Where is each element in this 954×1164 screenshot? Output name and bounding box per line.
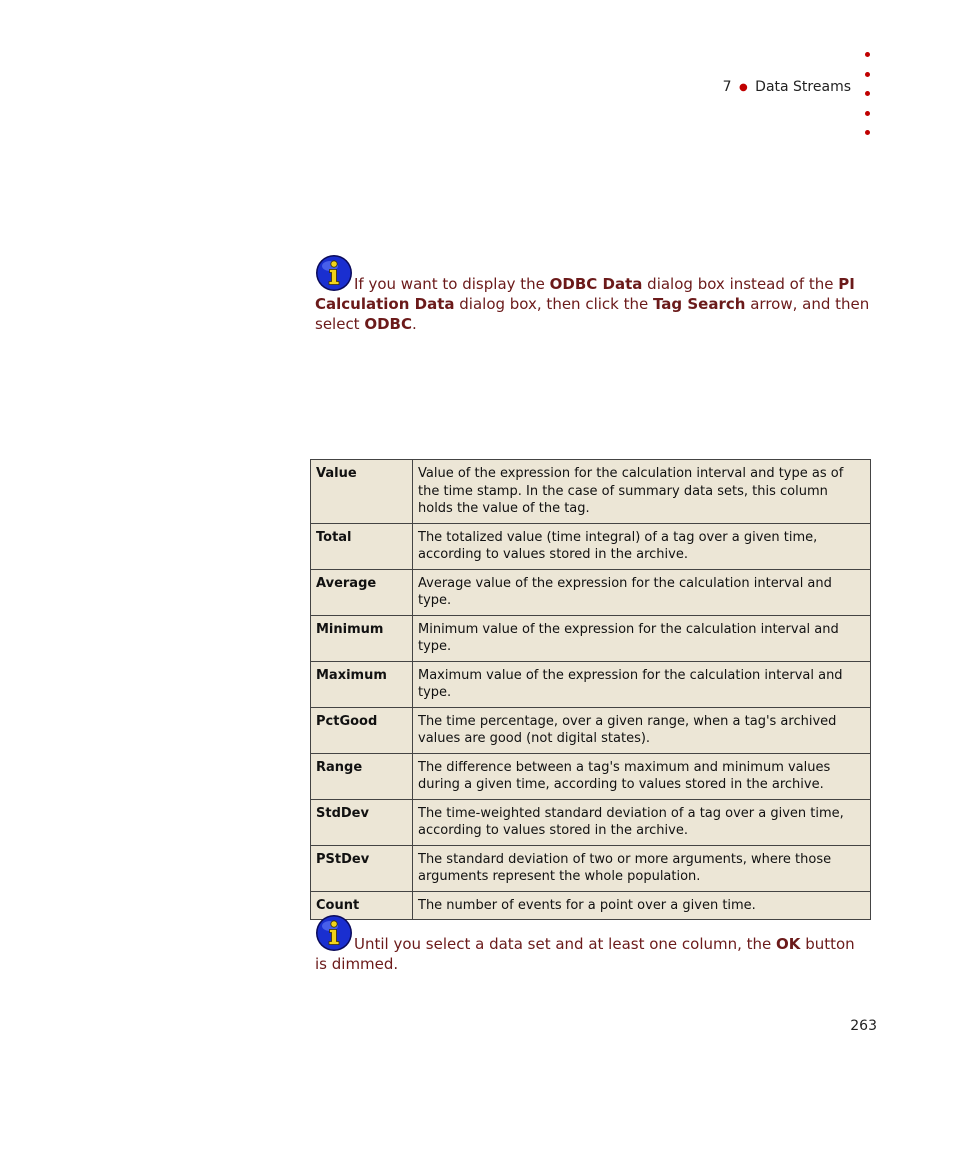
info-icon <box>315 254 353 292</box>
table-row <box>311 615 871 661</box>
note-text-segment: dialog box, then click the <box>454 295 653 313</box>
note-text-bold: PI Calculation Data <box>315 275 855 313</box>
column-description: Value of the expression for the calculation interval and type as of the time stamp. In the case of summary data sets, this column holds the value of the tag. <box>413 460 871 524</box>
red-dot <box>865 72 870 77</box>
table-row <box>311 707 871 753</box>
column-name: PctGood <box>311 707 413 753</box>
column-description: The standard deviation of two or more arguments, where those arguments represent the whole population. <box>413 845 871 891</box>
note-text-segment: If you want to display the <box>354 275 550 293</box>
column-description: The time-weighted standard deviation of a tag over a given time, according to values stored in the archive. <box>413 799 871 845</box>
column-name: Range <box>311 753 413 799</box>
red-dot <box>865 111 870 116</box>
column-description: Maximum value of the expression for the calculation interval and type. <box>413 661 871 707</box>
column-name: Count <box>311 891 413 920</box>
column-name: PStDev <box>311 845 413 891</box>
column-name: Total <box>311 523 413 569</box>
note-text-segment: button is dimmed. <box>315 935 855 973</box>
red-dot <box>865 52 870 57</box>
column-description: The number of events for a point over a given time. <box>413 891 871 920</box>
info-icon <box>315 914 353 952</box>
note-text-bold: ODBC <box>364 315 412 333</box>
table-row <box>311 460 871 524</box>
column-name: StdDev <box>311 799 413 845</box>
info-note-ok-dimmed <box>315 914 870 974</box>
column-definitions-table <box>310 459 871 920</box>
column-description: Average value of the expression for the calculation interval and type. <box>413 569 871 615</box>
note-text-segment: arrow, and then select <box>315 295 870 333</box>
red-dot <box>865 130 870 135</box>
column-description: Minimum value of the expression for the calculation interval and type. <box>413 615 871 661</box>
table-row <box>311 523 871 569</box>
column-name: Maximum <box>311 661 413 707</box>
running-header <box>723 79 851 95</box>
column-description: The time percentage, over a given range, when a tag's archived values are good (not digital states). <box>413 707 871 753</box>
note-text-segment: Until you select a data set and at least one column, the <box>354 935 777 953</box>
note-text-segment: . <box>412 315 417 333</box>
chapter-number: 7 <box>722 79 732 95</box>
table-row <box>311 569 871 615</box>
page-number: 263 <box>850 1018 877 1034</box>
note-text-bold: OK <box>776 935 801 953</box>
table-row <box>311 661 871 707</box>
info-note-odbc <box>315 254 870 334</box>
column-description: The totalized value (time integral) of a tag over a given time, according to values stored in the archive. <box>413 523 871 569</box>
note-text-bold: Tag Search <box>653 295 746 313</box>
note-text-segment: dialog box instead of the <box>642 275 839 293</box>
column-description: The difference between a tag's maximum and minimum values during a given time, according to values stored in the archive. <box>413 753 871 799</box>
table-row <box>311 845 871 891</box>
note-text <box>315 275 869 333</box>
column-name: Value <box>311 460 413 524</box>
column-name: Average <box>311 569 413 615</box>
margin-dots <box>865 52 873 150</box>
section-title: Data Streams <box>755 79 851 95</box>
header-bullet: ● <box>738 82 748 93</box>
note-text-bold: ODBC Data <box>549 275 643 293</box>
note-text <box>315 935 855 973</box>
red-dot <box>865 91 870 96</box>
table-row <box>311 799 871 845</box>
column-name: Minimum <box>311 615 413 661</box>
table-row <box>311 753 871 799</box>
